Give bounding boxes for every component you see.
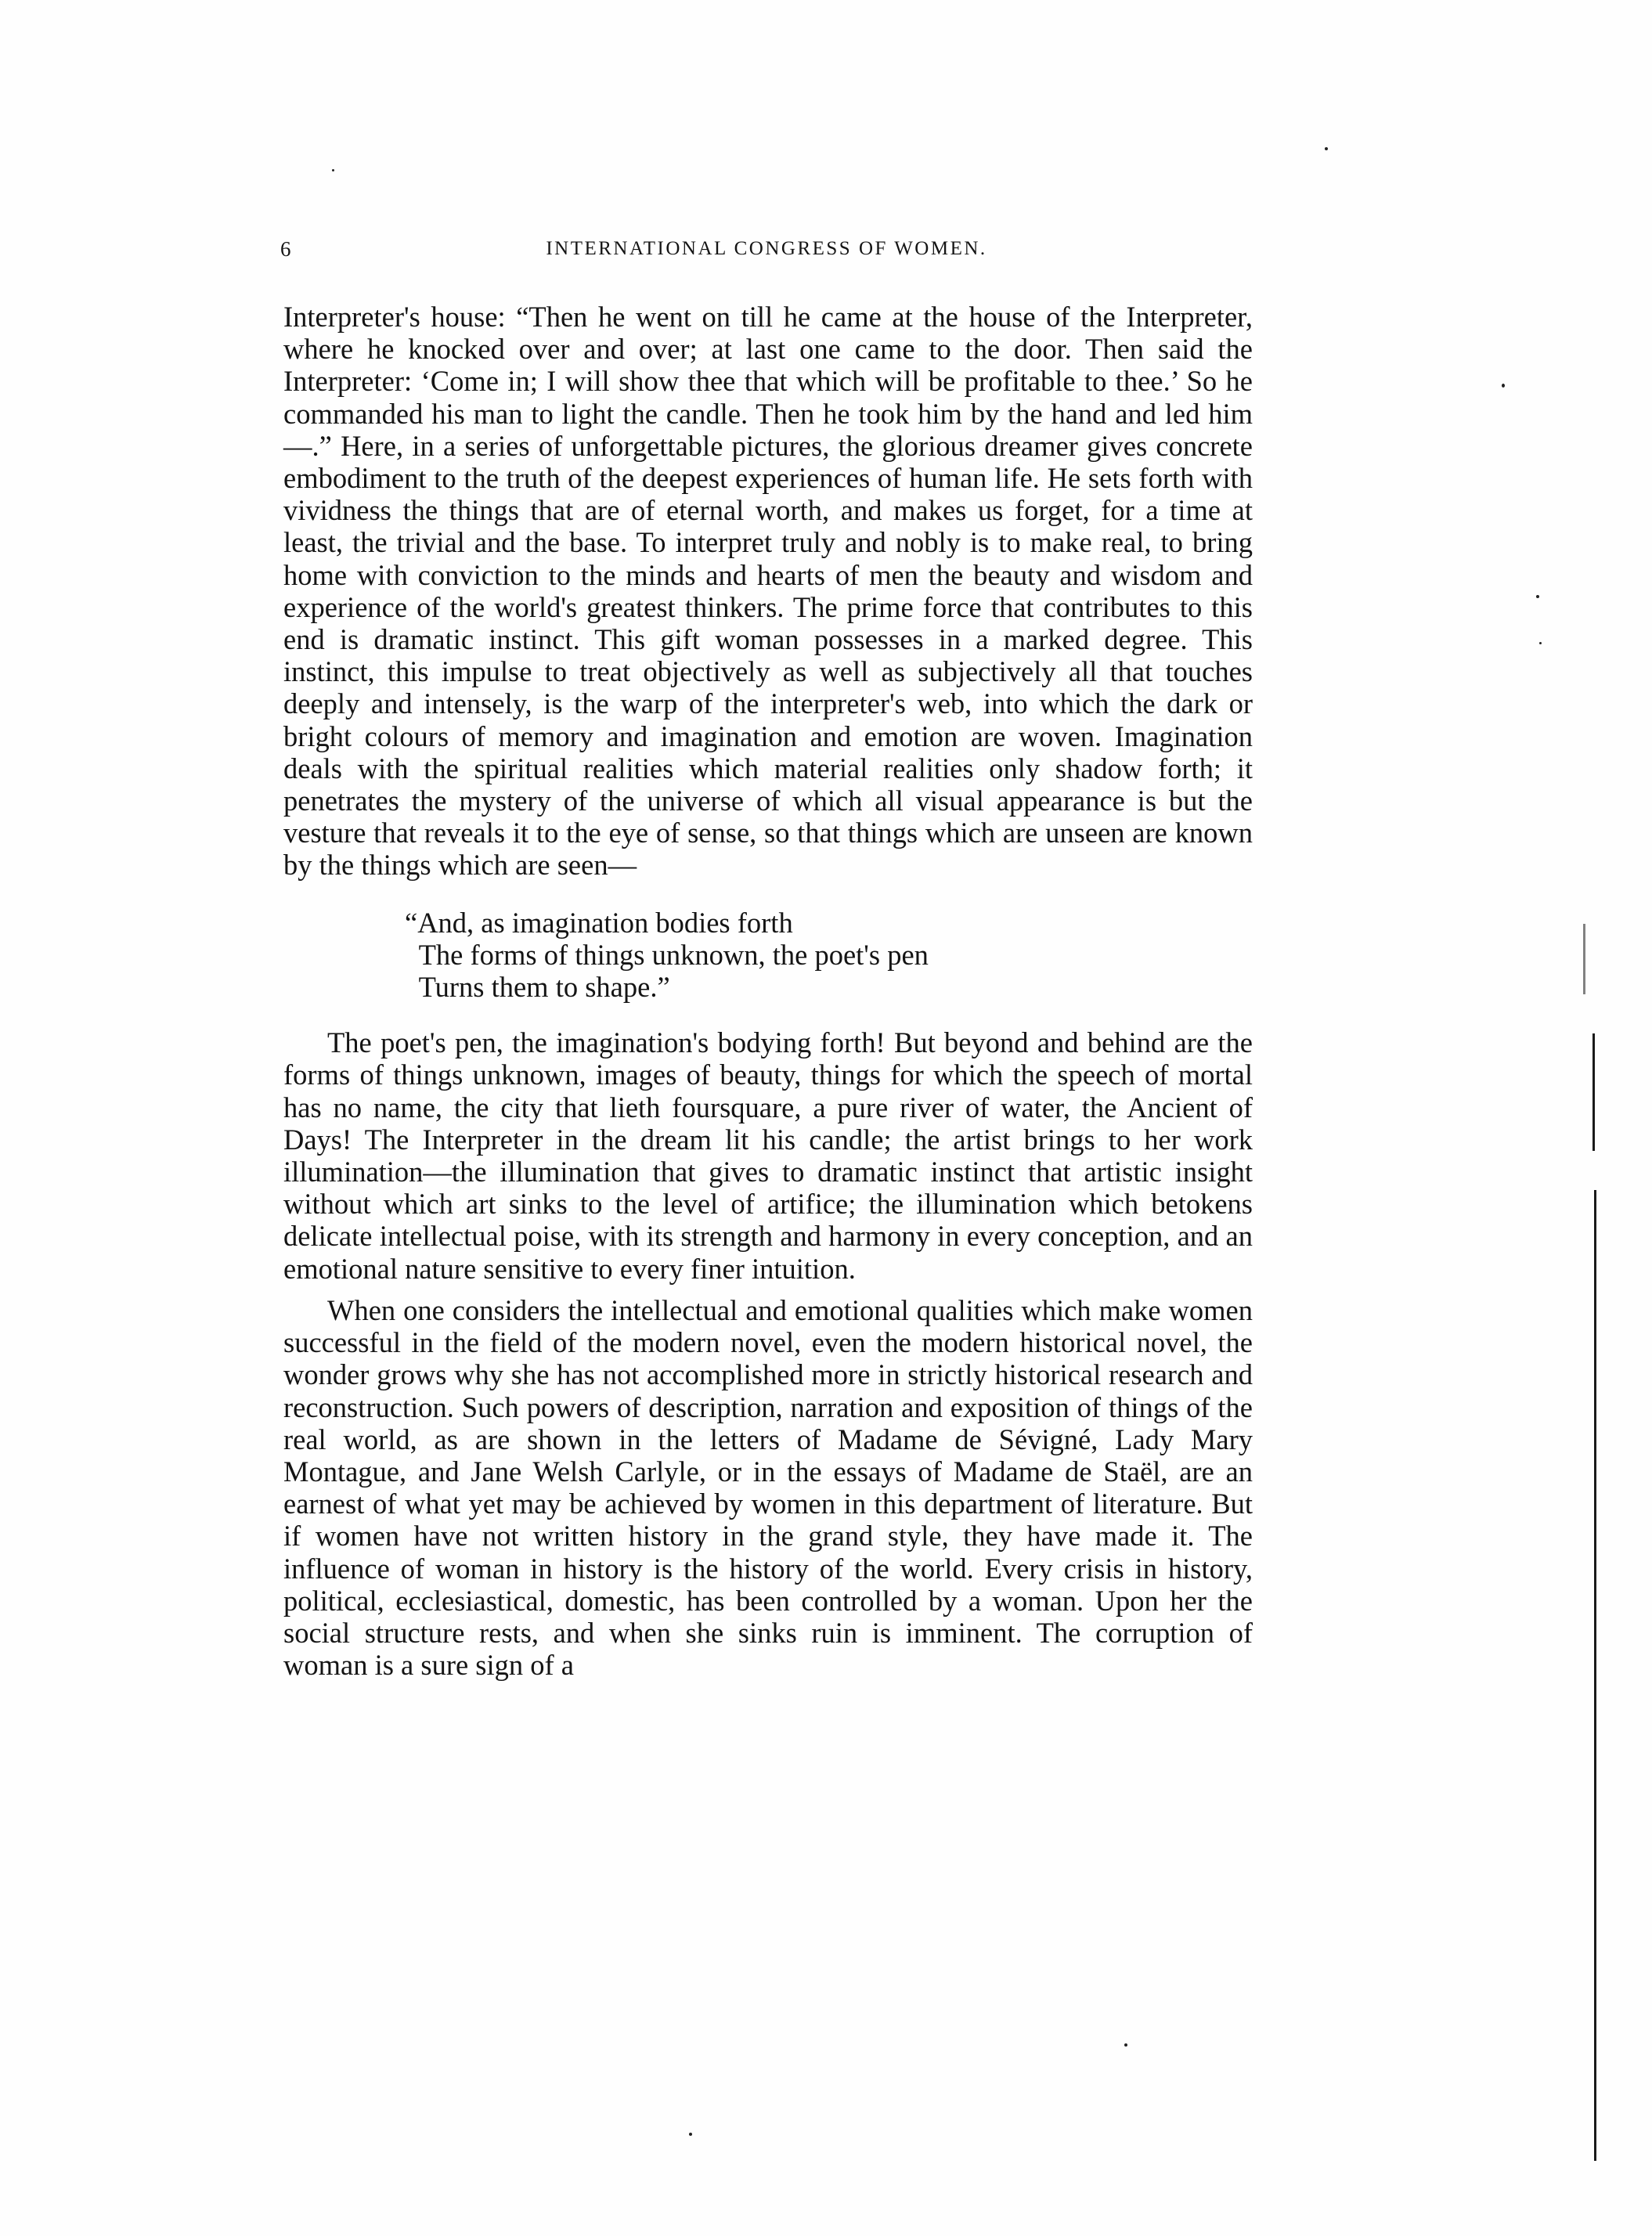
- poem-line: “And, as imagination bodies forth: [405, 906, 793, 939]
- poem-line: Turns them to shape.”: [405, 971, 670, 1004]
- poem-quotation: [405, 907, 1253, 1004]
- paragraph-poets-pen: The poet's pen, the imagination's bodying forth! But beyond and behind are the forms of things unknown, images of beauty, things for which the speech of mortal has no name, the city that lieth foursquare, a pure river of water, the Ancient of Days! The Interpreter in the dream lit his candle; the artist brings to her work illumination—the illumination that gives to dramatic instinct that artistic insight without which art sinks to the level of artifice; the illumination which betokens delicate intellectual poise, with its strength and harmony in every conception, and an emotional nature sensitive to every finer intuition.: [283, 1026, 1253, 1285]
- binding-edge-line: [1592, 1033, 1595, 1151]
- page-number: 6: [280, 237, 291, 261]
- binding-edge-line: [1583, 924, 1585, 994]
- body-text: [283, 301, 1253, 1681]
- binding-edge-line: [1594, 1190, 1596, 2161]
- poem-line: The forms of things unknown, the poet's pen: [405, 938, 929, 971]
- scan-speck: [689, 2133, 692, 2136]
- paragraph-historical-novel: When one considers the intellectual and emotional qualities which make women successful in the field of the modern novel, even the modern historical novel, the wonder grows why she has not accomplished more in strictly historical research and reconstruction. Such powers of description, narration and exposition of things of the real world, as are shown in the letters of Madame de Sévigné, Lady Mary Montague, and Jane Welsh Carlyle, or in the essays of Madame de Staël, are an earnest of what yet may be achieved by women in this department of literature. But if women have not written history in the grand style, they have made it. The influence of woman in history is the history of the world. Every crisis in history, political, ecclesiastical, domestic, has been controlled by a woman. Upon her the social structure rests, and when she sinks ruin is imminent. The corruption of woman is a sure sign of a: [283, 1293, 1253, 1682]
- scan-speck: [1124, 2043, 1127, 2047]
- paragraph-interpreter: Interpreter's house: “Then he went on till he came at the house of the Interpreter, where he knocked over and over; at last one came to the door. Then said the Interpreter: ‘Come in; I will show thee that which will be profitable to thee.’ So he commanded his man to light the candle. Then he took him by the hand and led him—.” Here, in a series of unforgettable pictures, the glorious dreamer gives concrete embodiment to the truth of the deepest experiences of human life. He sets forth with vividness the things that are of eternal worth, and makes us forget, for a time at least, the trivial and the base. To interpret truly and nobly is to make real, to bring home with conviction to the minds and hearts of men the beauty and wisdom and experience of the world's greatest thinkers. The prime force that contributes to this end is dramatic instinct. This gift woman possesses in a marked degree. This instinct, this impulse to treat objectively as well as subjectively all that touches deeply and intensely, is the warp of the interpreter's web, into which the dark or bright colours of memory and imagination and emotion are woven. Imagination deals with the spiritual realities which material realities only shadow forth; it penetrates the mystery of the universe of which all visual appearance is but the vesture that reveals it to the eye of sense, so that things which are unseen are known by the things which are seen—: [283, 301, 1253, 882]
- scan-speck: [332, 169, 334, 171]
- scan-speck: [1325, 147, 1328, 150]
- scan-speck: [1502, 384, 1505, 388]
- scan-speck: [1539, 642, 1542, 644]
- page-header: [280, 235, 1253, 263]
- running-head: INTERNATIONAL CONGRESS OF WOMEN.: [546, 238, 987, 259]
- scan-speck: [1536, 595, 1539, 598]
